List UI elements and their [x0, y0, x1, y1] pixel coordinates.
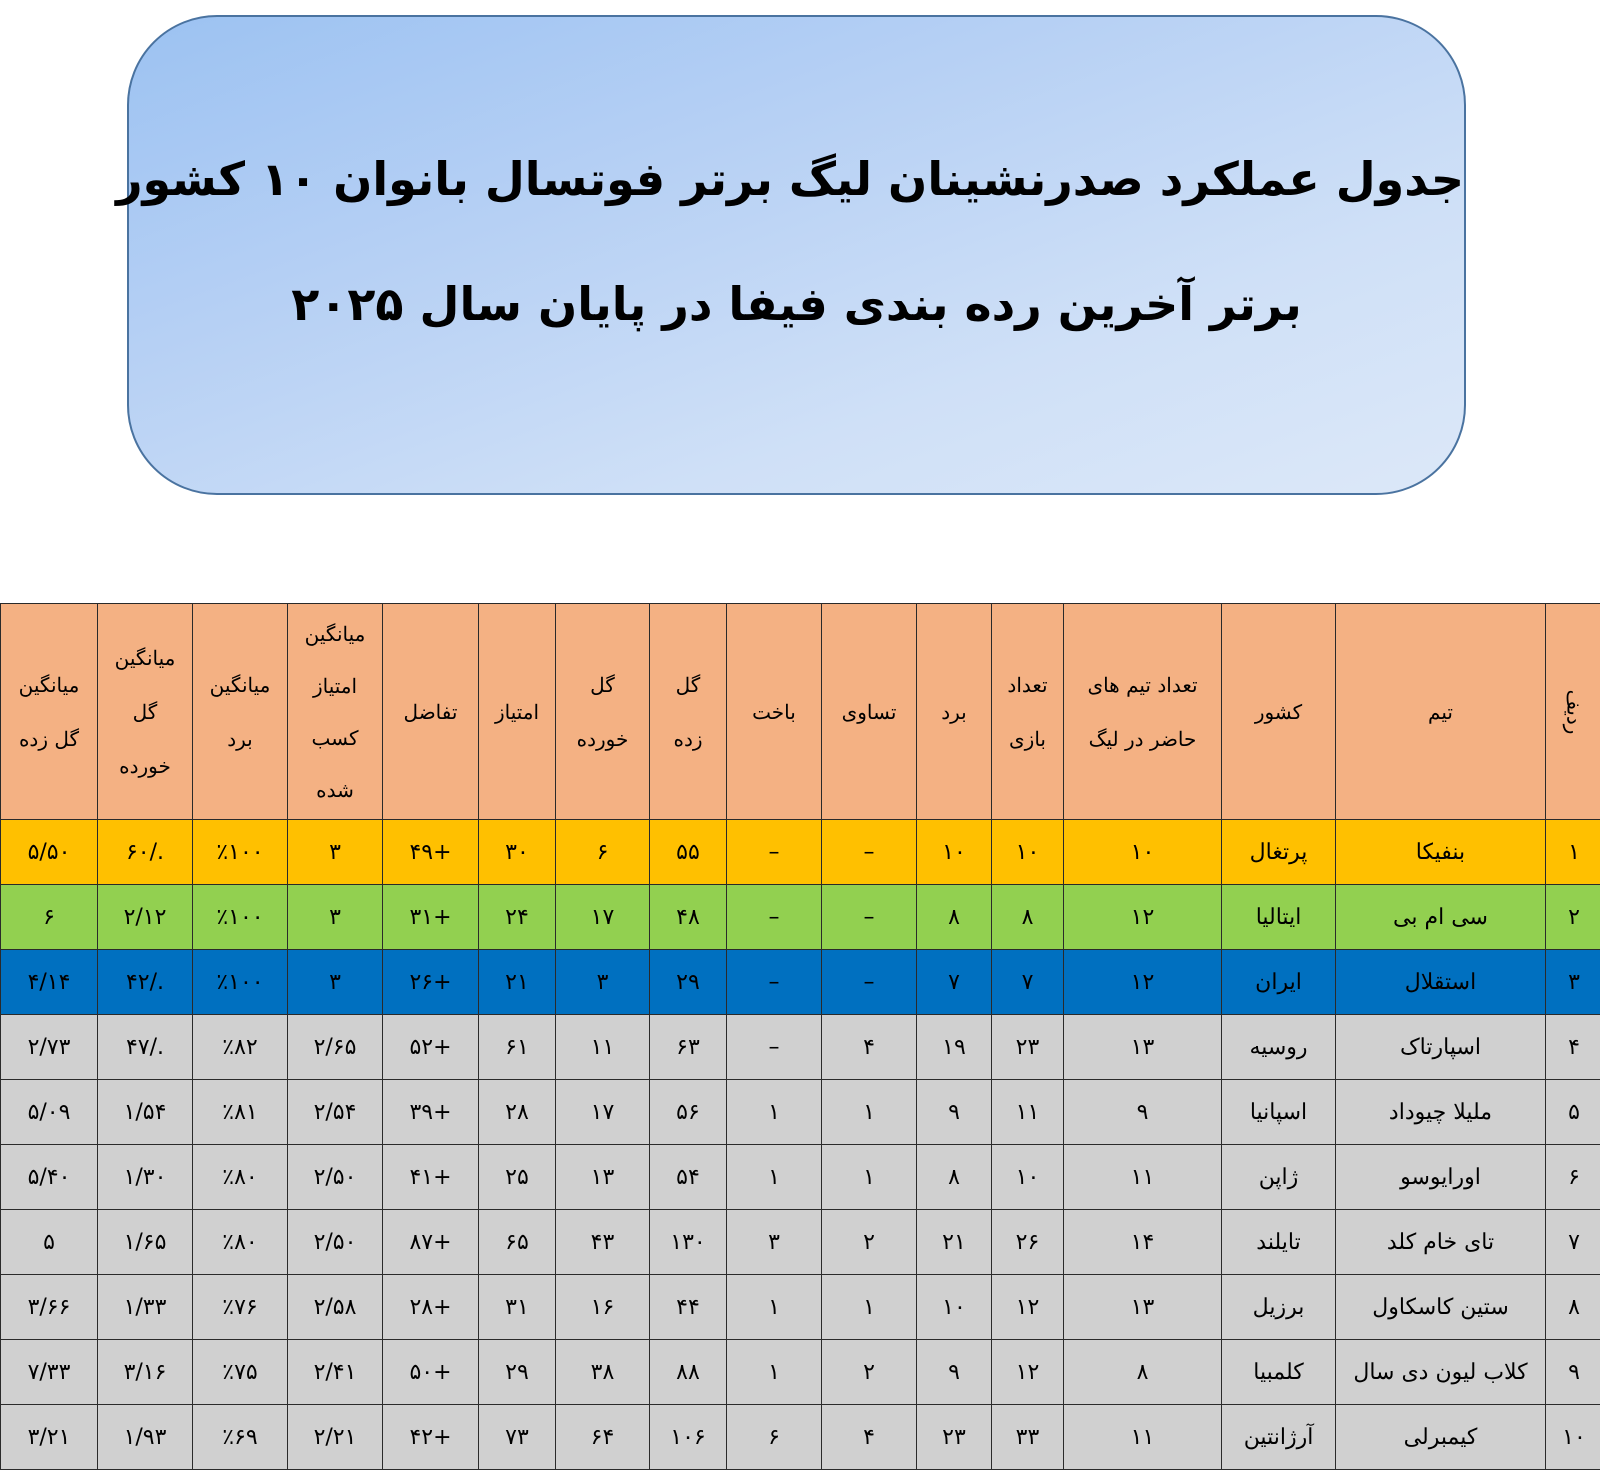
cell-played: ۲۶: [992, 1210, 1064, 1275]
cell-points: ۳۱: [479, 1275, 556, 1340]
table-row: [1, 1405, 1600, 1470]
header-points: امتیاز: [479, 604, 556, 820]
cell-country: تایلند: [1222, 1210, 1336, 1275]
cell-goals-against: ۱۷: [556, 885, 650, 950]
cell-won: ۸: [917, 885, 992, 950]
cell-goals-against: ۳: [556, 950, 650, 1015]
standings-table: [0, 603, 1600, 1470]
cell-goals-against: ۳۸: [556, 1340, 650, 1405]
cell-played: ۱۲: [992, 1275, 1064, 1340]
cell-avg-points: ۲/۶۵: [288, 1015, 383, 1080]
cell-team: تای خام کلد: [1336, 1210, 1546, 1275]
cell-win-rate: ٪۷۶: [193, 1275, 288, 1340]
header-goal-diff: تفاضل: [383, 604, 479, 820]
cell-avg-goals-against: ۳/۱۶: [98, 1340, 193, 1405]
cell-won: ۲۳: [917, 1405, 992, 1470]
cell-drawn: ۱: [822, 1145, 917, 1210]
cell-win-rate: ٪۸۲: [193, 1015, 288, 1080]
cell-goals-against: ۱۳: [556, 1145, 650, 1210]
cell-avg-points: ۳: [288, 820, 383, 885]
cell-rank: ۶: [1546, 1145, 1600, 1210]
cell-won: ۱۰: [917, 820, 992, 885]
cell-won: ۷: [917, 950, 992, 1015]
cell-lost: –: [727, 820, 822, 885]
cell-avg-goals-for: ۷/۳۳: [1, 1340, 98, 1405]
cell-team: بنفیکا: [1336, 820, 1546, 885]
cell-country: اسپانیا: [1222, 1080, 1336, 1145]
cell-teams-in-league: ۱۰: [1064, 820, 1222, 885]
cell-played: ۷: [992, 950, 1064, 1015]
header-avg-goals-for: میانگین گل زده: [1, 604, 98, 820]
cell-avg-goals-for: ۵/۵۰: [1, 820, 98, 885]
cell-goals-for: ۸۸: [650, 1340, 727, 1405]
cell-team: کیمبرلی: [1336, 1405, 1546, 1470]
cell-goals-for: ۵۴: [650, 1145, 727, 1210]
cell-rank: ۳: [1546, 950, 1600, 1015]
cell-avg-goals-for: ۳/۶۶: [1, 1275, 98, 1340]
cell-avg-points: ۳: [288, 950, 383, 1015]
cell-drawn: –: [822, 885, 917, 950]
cell-lost: ۶: [727, 1405, 822, 1470]
cell-points: ۲۱: [479, 950, 556, 1015]
cell-avg-points: ۲/۵۰: [288, 1145, 383, 1210]
cell-avg-goals-for: ۲/۷۳: [1, 1015, 98, 1080]
cell-teams-in-league: ۱۲: [1064, 950, 1222, 1015]
cell-goal-diff: +۵۲: [383, 1015, 479, 1080]
cell-avg-goals-for: ۳/۲۱: [1, 1405, 98, 1470]
cell-country: ایتالیا: [1222, 885, 1336, 950]
cell-teams-in-league: ۱۱: [1064, 1145, 1222, 1210]
cell-won: ۱۹: [917, 1015, 992, 1080]
cell-points: ۳۰: [479, 820, 556, 885]
header-row: [1, 604, 1600, 820]
cell-goal-diff: +۳۹: [383, 1080, 479, 1145]
cell-team: سی ام بی: [1336, 885, 1546, 950]
cell-drawn: –: [822, 820, 917, 885]
header-played: تعداد بازی: [992, 604, 1064, 820]
cell-country: ایران: [1222, 950, 1336, 1015]
header-lost: باخت: [727, 604, 822, 820]
table-row: [1, 1145, 1600, 1210]
header-avg-points: میانگین امتیاز کسب شده: [288, 604, 383, 820]
header-rank: ردیف: [1546, 604, 1600, 820]
cell-drawn: ۲: [822, 1340, 917, 1405]
cell-win-rate: ٪۱۰۰: [193, 885, 288, 950]
cell-avg-goals-against: ۲/۱۲: [98, 885, 193, 950]
title-box: [116, 15, 1466, 495]
cell-avg-goals-against: ./۶۰: [98, 820, 193, 885]
cell-avg-goals-for: ۴/۱۴: [1, 950, 98, 1015]
cell-avg-goals-for: ۵/۴۰: [1, 1145, 98, 1210]
cell-lost: ۱: [727, 1080, 822, 1145]
cell-win-rate: ٪۷۵: [193, 1340, 288, 1405]
cell-goal-diff: +۸۷: [383, 1210, 479, 1275]
cell-lost: –: [727, 950, 822, 1015]
cell-lost: –: [727, 885, 822, 950]
cell-avg-points: ۳: [288, 885, 383, 950]
cell-played: ۱۲: [992, 1340, 1064, 1405]
cell-teams-in-league: ۱۳: [1064, 1015, 1222, 1080]
cell-lost: ۳: [727, 1210, 822, 1275]
cell-goals-for: ۵۵: [650, 820, 727, 885]
cell-won: ۱۰: [917, 1275, 992, 1340]
cell-country: آرژانتین: [1222, 1405, 1336, 1470]
cell-win-rate: ٪۸۰: [193, 1210, 288, 1275]
cell-avg-points: ۲/۵۰: [288, 1210, 383, 1275]
cell-goal-diff: +۴۱: [383, 1145, 479, 1210]
cell-avg-goals-against: ۱/۳۳: [98, 1275, 193, 1340]
cell-lost: –: [727, 1015, 822, 1080]
cell-goal-diff: +۲۸: [383, 1275, 479, 1340]
cell-goal-diff: +۳۱: [383, 885, 479, 950]
cell-drawn: –: [822, 950, 917, 1015]
cell-goals-for: ۱۰۶: [650, 1405, 727, 1470]
cell-won: ۹: [917, 1340, 992, 1405]
cell-teams-in-league: ۱۴: [1064, 1210, 1222, 1275]
cell-drawn: ۲: [822, 1210, 917, 1275]
cell-avg-points: ۲/۴۱: [288, 1340, 383, 1405]
cell-goals-for: ۵۶: [650, 1080, 727, 1145]
cell-drawn: ۴: [822, 1015, 917, 1080]
header-won: برد: [917, 604, 992, 820]
header-win-rate: میانگین برد: [193, 604, 288, 820]
cell-played: ۲۳: [992, 1015, 1064, 1080]
cell-played: ۸: [992, 885, 1064, 950]
title-line-2: برتر آخرین رده بندی فیفا در پایان سال ۲۰۲۵: [291, 277, 1302, 331]
cell-teams-in-league: ۱۳: [1064, 1275, 1222, 1340]
cell-won: ۲۱: [917, 1210, 992, 1275]
cell-goals-against: ۱۷: [556, 1080, 650, 1145]
cell-team: اورایوسو: [1336, 1145, 1546, 1210]
cell-drawn: ۱: [822, 1080, 917, 1145]
cell-points: ۲۸: [479, 1080, 556, 1145]
header-teams-in-league: تعداد تیم های حاضر در لیگ: [1064, 604, 1222, 820]
cell-rank: ۱: [1546, 820, 1600, 885]
cell-team: استقلال: [1336, 950, 1546, 1015]
cell-points: ۷۳: [479, 1405, 556, 1470]
cell-teams-in-league: ۹: [1064, 1080, 1222, 1145]
header-team: تیم: [1336, 604, 1546, 820]
cell-avg-goals-against: ۱/۵۴: [98, 1080, 193, 1145]
cell-avg-points: ۲/۲۱: [288, 1405, 383, 1470]
cell-avg-points: ۲/۵۴: [288, 1080, 383, 1145]
cell-goals-against: ۴۳: [556, 1210, 650, 1275]
cell-lost: ۱: [727, 1145, 822, 1210]
cell-country: روسیه: [1222, 1015, 1336, 1080]
cell-won: ۸: [917, 1145, 992, 1210]
cell-rank: ۴: [1546, 1015, 1600, 1080]
cell-goals-for: ۴۴: [650, 1275, 727, 1340]
header-country: کشور: [1222, 604, 1336, 820]
cell-avg-goals-against: ۱/۶۵: [98, 1210, 193, 1275]
cell-win-rate: ٪۱۰۰: [193, 950, 288, 1015]
cell-win-rate: ٪۱۰۰: [193, 820, 288, 885]
cell-country: ژاپن: [1222, 1145, 1336, 1210]
cell-points: ۶۵: [479, 1210, 556, 1275]
cell-avg-goals-against: ۱/۳۰: [98, 1145, 193, 1210]
cell-rank: ۵: [1546, 1080, 1600, 1145]
cell-team: کلاب لیون دی سال: [1336, 1340, 1546, 1405]
table-row: [1, 1080, 1600, 1145]
table-row: [1, 950, 1600, 1015]
cell-played: ۱۰: [992, 820, 1064, 885]
cell-teams-in-league: ۱۱: [1064, 1405, 1222, 1470]
cell-team: ملیلا چیوداد: [1336, 1080, 1546, 1145]
cell-goals-against: ۶۴: [556, 1405, 650, 1470]
cell-team: اسپارتاک: [1336, 1015, 1546, 1080]
header-drawn: تساوی: [822, 604, 917, 820]
cell-goals-for: ۱۳۰: [650, 1210, 727, 1275]
cell-played: ۳۳: [992, 1405, 1064, 1470]
cell-avg-goals-against: ./۴۷: [98, 1015, 193, 1080]
table-row: [1, 1340, 1600, 1405]
cell-drawn: ۴: [822, 1405, 917, 1470]
cell-goal-diff: +۴۲: [383, 1405, 479, 1470]
cell-goals-against: ۱۱: [556, 1015, 650, 1080]
cell-country: کلمبیا: [1222, 1340, 1336, 1405]
cell-win-rate: ٪۸۰: [193, 1145, 288, 1210]
cell-rank: ۲: [1546, 885, 1600, 950]
cell-goal-diff: +۵۰: [383, 1340, 479, 1405]
table-row: [1, 885, 1600, 950]
cell-avg-goals-against: ./۴۲: [98, 950, 193, 1015]
cell-lost: ۱: [727, 1275, 822, 1340]
cell-points: ۶۱: [479, 1015, 556, 1080]
cell-goals-for: ۴۸: [650, 885, 727, 950]
cell-team: ستین کاسکاول: [1336, 1275, 1546, 1340]
cell-played: ۱۰: [992, 1145, 1064, 1210]
cell-avg-goals-for: ۵/۰۹: [1, 1080, 98, 1145]
cell-rank: ۸: [1546, 1275, 1600, 1340]
cell-avg-goals-for: ۵: [1, 1210, 98, 1275]
table-row: [1, 1210, 1600, 1275]
cell-teams-in-league: ۸: [1064, 1340, 1222, 1405]
cell-avg-goals-against: ۱/۹۳: [98, 1405, 193, 1470]
header-goals-against: گل خورده: [556, 604, 650, 820]
cell-won: ۹: [917, 1080, 992, 1145]
header-goals-for: گل زده: [650, 604, 727, 820]
cell-avg-points: ۲/۵۸: [288, 1275, 383, 1340]
cell-country: برزیل: [1222, 1275, 1336, 1340]
cell-played: ۱۱: [992, 1080, 1064, 1145]
cell-goals-against: ۱۶: [556, 1275, 650, 1340]
cell-rank: ۷: [1546, 1210, 1600, 1275]
cell-rank: ۹: [1546, 1340, 1600, 1405]
cell-points: ۲۴: [479, 885, 556, 950]
cell-goals-for: ۲۹: [650, 950, 727, 1015]
cell-goals-against: ۶: [556, 820, 650, 885]
cell-points: ۲۵: [479, 1145, 556, 1210]
cell-rank: ۱۰: [1546, 1405, 1600, 1470]
cell-goals-for: ۶۳: [650, 1015, 727, 1080]
cell-country: پرتغال: [1222, 820, 1336, 885]
cell-avg-goals-for: ۶: [1, 885, 98, 950]
cell-teams-in-league: ۱۲: [1064, 885, 1222, 950]
cell-win-rate: ٪۶۹: [193, 1405, 288, 1470]
cell-goal-diff: +۴۹: [383, 820, 479, 885]
cell-drawn: ۱: [822, 1275, 917, 1340]
table-row: [1, 1015, 1600, 1080]
title-line-1: جدول عملکرد صدرنشینان لیگ برتر فوتسال بانوان ۱۰ کشور: [116, 152, 1464, 206]
cell-lost: ۱: [727, 1340, 822, 1405]
cell-win-rate: ٪۸۱: [193, 1080, 288, 1145]
table-row: [1, 1275, 1600, 1340]
cell-points: ۲۹: [479, 1340, 556, 1405]
table-row: [1, 820, 1600, 885]
header-avg-goals-against: میانگین گل خورده: [98, 604, 193, 820]
cell-goal-diff: +۲۶: [383, 950, 479, 1015]
